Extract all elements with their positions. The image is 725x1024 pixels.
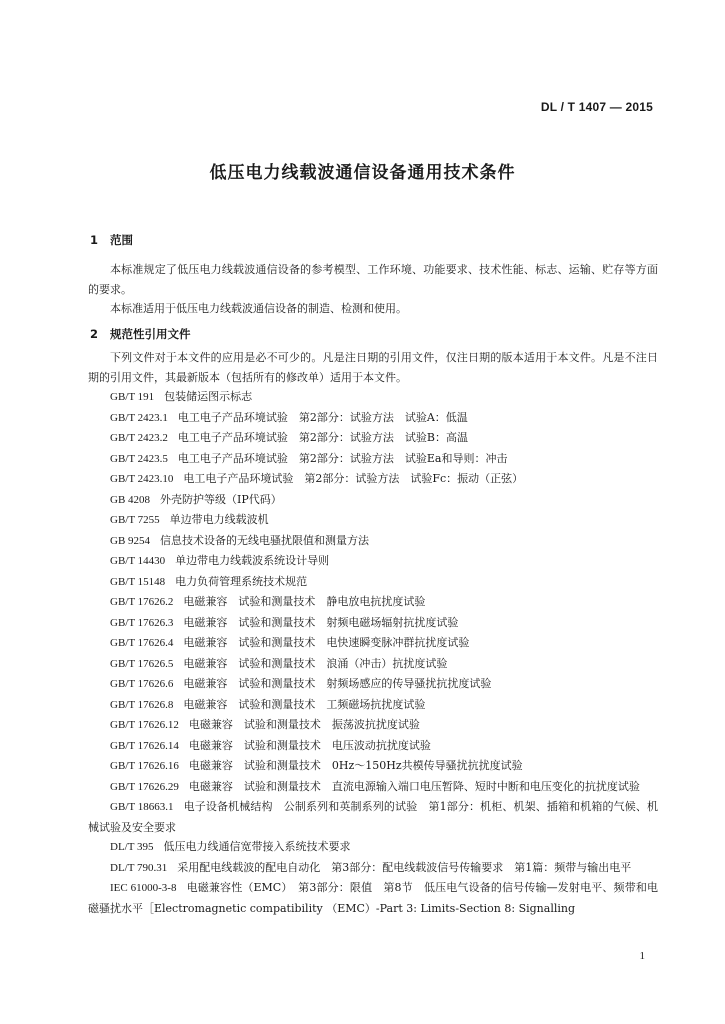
scope-paragraph-1: 本标准规定了低压电力线载波通信设备的参考模型、工作环境、功能要求、技术性能、标志、运输、贮存等方面的要求。 — [88, 263, 658, 296]
reference-item — [88, 510, 658, 531]
reference-title: 电子设备机械结构 公制系列和英制系列的试验 第1部分：机柜、机架、插箱和机箱的气候、机械试验及安全要求 — [88, 800, 659, 834]
section-2-heading — [90, 326, 191, 342]
reference-code: GB/T 17626.29 — [110, 780, 179, 793]
reference-title: 电磁兼容 试验和测量技术 工频磁场抗扰度试验 — [183, 697, 426, 711]
section-2-title: 规范性引用文件 — [110, 327, 191, 341]
reference-title: 电力负荷管理系统技术规范 — [175, 574, 308, 588]
reference-title: 电工电子产品环境试验 第2部分：试验方法 试验Fc：振动（正弦） — [183, 472, 524, 485]
reference-code: GB/T 2423.1 — [110, 411, 168, 424]
reference-code: GB 4208 — [110, 493, 151, 506]
reference-title: 单边带电力线载波系统设计导则 — [175, 554, 330, 567]
reference-code: GB/T 17626.14 — [110, 739, 179, 752]
page-number: 1 — [639, 950, 645, 962]
reference-code: GB/T 17626.12 — [110, 719, 179, 731]
reference-code: GB/T 17626.6 — [110, 678, 174, 690]
reference-code: GB/T 17626.16 — [110, 760, 179, 772]
reference-item — [88, 715, 658, 736]
reference-title: 电磁兼容性（EMC） 第3部分：限值 第8节 低压电气设备的信号传输—发射电平、频带和电磁骚扰水平［Electromagnetic compatibility （EMC）-Part 3: Limits-Section 8: Signalling — [88, 881, 658, 915]
reference-title: 电工电子产品环境试验 第2部分：试验方法 试验A：低温 — [177, 410, 468, 424]
reference-title: 低压电力线通信宽带接入系统技术要求 — [163, 840, 351, 853]
reference-code: GB/T 18663.1 — [110, 801, 174, 813]
reference-code: GB/T 2423.10 — [110, 473, 174, 485]
reference-item — [88, 736, 658, 757]
reference-code: GB/T 14430 — [110, 555, 166, 567]
reference-title: 电磁兼容 试验和测量技术 射频场感应的传导骚扰抗扰度试验 — [183, 677, 492, 690]
reference-code: GB/T 17626.3 — [110, 616, 174, 629]
reference-item — [88, 613, 658, 634]
reference-item — [88, 531, 658, 552]
section-1-body — [88, 260, 658, 319]
reference-item — [88, 449, 658, 470]
reference-item — [88, 858, 658, 879]
reference-item — [88, 428, 658, 449]
standard-number-header: DL / T 1407 — 2015 — [540, 100, 653, 114]
reference-code: GB/T 17626.2 — [110, 596, 174, 608]
reference-item — [88, 551, 658, 572]
reference-code: IEC 61000-3-8 — [110, 882, 177, 894]
section-2-number: 2 — [90, 327, 99, 341]
reference-list — [88, 387, 658, 918]
reference-item — [88, 756, 658, 777]
reference-title: 信息技术设备的无线电骚扰限值和测量方法 — [160, 533, 370, 547]
reference-code: GB/T 2423.5 — [110, 452, 168, 465]
reference-title: 包装储运图示标志 — [164, 390, 253, 403]
reference-title: 电磁兼容 试验和测量技术 射频电磁场辐射抗扰度试验 — [183, 615, 459, 629]
reference-item — [88, 797, 658, 837]
reference-code: GB/T 191 — [110, 391, 155, 403]
section-1-heading — [90, 232, 133, 248]
reference-title: 单边带电力线载波机 — [169, 513, 269, 526]
reference-title: 电磁兼容 试验和测量技术 电快速瞬变脉冲群抗扰度试验 — [183, 636, 470, 649]
reference-item — [88, 654, 658, 675]
reference-code: GB/T 7255 — [110, 514, 160, 526]
reference-code: DL/T 395 — [110, 841, 154, 853]
reference-code: GB/T 17626.8 — [110, 698, 174, 711]
document-title: 低压电力线载波通信设备通用技术条件 — [209, 163, 516, 183]
reference-code: GB/T 15148 — [110, 575, 166, 588]
reference-item — [88, 777, 658, 798]
scope-paragraph-2: 本标准适用于低压电力线载波通信设备的制造、检测和使用。 — [110, 302, 407, 315]
reference-item — [88, 592, 658, 613]
reference-title: 电磁兼容 试验和测量技术 振荡波抗扰度试验 — [188, 718, 420, 731]
reference-item — [88, 408, 658, 429]
reference-title: 电磁兼容 试验和测量技术 直流电源输入端口电压暂降、短时中断和电压变化的抗扰度试验 — [188, 779, 640, 793]
reference-code: GB 9254 — [110, 534, 151, 547]
reference-item — [88, 695, 658, 716]
reference-item — [88, 837, 658, 858]
reference-title: 电磁兼容 试验和测量技术 0Hz～150Hz共模传导骚扰抗扰度试验 — [188, 759, 523, 772]
reference-title: 电磁兼容 试验和测量技术 电压波动抗扰度试验 — [188, 738, 431, 752]
section-1-number: 1 — [90, 233, 99, 247]
reference-code: GB/T 17626.5 — [110, 657, 174, 670]
reference-code: GB/T 2423.2 — [110, 432, 168, 444]
reference-item — [88, 878, 658, 918]
reference-item — [88, 633, 658, 654]
reference-item — [88, 572, 658, 593]
reference-item — [88, 387, 658, 408]
reference-title: 电磁兼容 试验和测量技术 浪涌（冲击）抗扰度试验 — [183, 656, 448, 670]
reference-code: GB/T 17626.4 — [110, 637, 174, 649]
section-1-title: 范围 — [110, 233, 133, 247]
normative-references-intro: 下列文件对于本文件的应用是必不可少的。凡是注日期的引用文件，仅注日期的版本适用于本文件。凡是不注日期的引用文件，其最新版本（包括所有的修改单）适用于本文件。 — [88, 351, 658, 384]
reference-item — [88, 469, 658, 490]
reference-item — [88, 490, 658, 511]
reference-title: 电工电子产品环境试验 第2部分：试验方法 试验Ea和导则：冲击 — [177, 451, 508, 465]
reference-title: 电工电子产品环境试验 第2部分：试验方法 试验B：高温 — [177, 431, 468, 444]
reference-title: 电磁兼容 试验和测量技术 静电放电抗扰度试验 — [183, 595, 426, 608]
reference-code: DL/T 790.31 — [110, 861, 168, 874]
reference-item — [88, 674, 658, 695]
reference-title: 外壳防护等级（IP代码） — [160, 492, 282, 506]
reference-title: 采用配电线载波的配电自动化 第3部分：配电线载波信号传输要求 第1篇：频带与输出电平 — [177, 860, 632, 874]
